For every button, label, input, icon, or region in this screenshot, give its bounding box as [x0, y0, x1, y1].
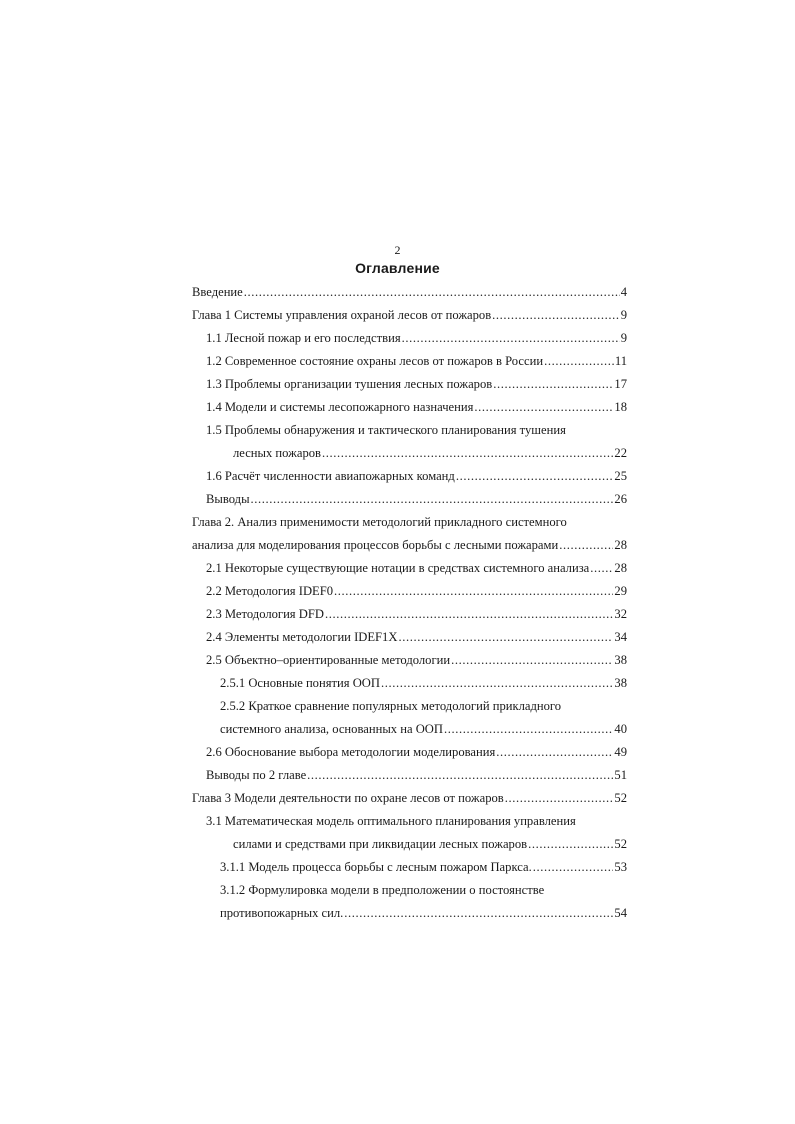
toc-entry-label: Выводы по 2 главе [206, 768, 307, 782]
toc-entry-conclusions-1 [206, 491, 627, 507]
toc-entry-3-1-line1: 3.1 Математическая модель оптимального планирования управления [206, 814, 576, 828]
toc-entry-page: 40 [614, 722, 627, 736]
toc-entry-label: силами и средствами при ликвидации лесных пожаров [233, 837, 528, 851]
toc-entry-chapter-2 [192, 537, 627, 553]
toc-entry-label: 2.2 Методология IDEF0 [206, 584, 334, 598]
toc-leader [492, 307, 620, 323]
toc-leader [533, 859, 614, 875]
toc-entry-page: 34 [614, 630, 627, 644]
toc-entry-page: 22 [614, 446, 627, 460]
toc-leader [402, 330, 620, 346]
toc-entry-page: 28 [614, 538, 627, 552]
toc-entry-label: 2.1 Некоторые существующие нотации в средствах системного анализа [206, 561, 590, 575]
toc-entry-page: 52 [614, 837, 627, 851]
toc-leader [381, 675, 613, 691]
toc-entry-chapter-2-line1: Глава 2. Анализ применимости методологий прикладного системного [192, 515, 567, 529]
page-number: 2 [394, 243, 401, 257]
toc-entry-page: 32 [614, 607, 627, 621]
toc-entry-2-5 [206, 652, 627, 668]
toc-entry-page: 26 [614, 492, 627, 506]
toc-entry-1-6 [206, 468, 627, 484]
toc-entry-2-4 [206, 629, 627, 645]
toc-entry-page: 52 [614, 791, 627, 805]
toc-leader [528, 836, 613, 852]
toc-entry-label: 2.6 Обоснование выбора методологии моделирования [206, 745, 496, 759]
toc-entry-1-3 [206, 376, 627, 392]
toc-entry-page: 18 [614, 400, 627, 414]
toc-entry-introduction [192, 284, 627, 300]
toc-leader [493, 376, 613, 392]
toc-entry-label: 3.1.1 Модель процесса борьбы с лесным пожаром Паркса. [220, 860, 532, 874]
toc-entry-3-1 [233, 836, 627, 852]
toc-entry-label: 2.5 Объектно–ориентированные методологии [206, 653, 451, 667]
toc-entry-2-6 [206, 744, 627, 760]
toc-entry-1-5-line1: 1.5 Проблемы обнаружения и тактического планирования тушения [206, 423, 566, 437]
toc-entry-page: 17 [614, 377, 627, 391]
toc-leader [244, 284, 620, 300]
toc-leader [451, 652, 613, 668]
toc-leader [334, 583, 613, 599]
toc-entry-conclusions-2 [206, 767, 627, 783]
toc-leader [398, 629, 613, 645]
toc-leader [456, 468, 614, 484]
toc-entry-3-1-2 [220, 905, 627, 921]
toc-entry-1-1 [206, 330, 627, 346]
toc-entry-page: 25 [614, 469, 627, 483]
toc-entry-label: Выводы [206, 492, 250, 506]
toc-entry-page: 38 [614, 676, 627, 690]
toc-entry-2-1 [206, 560, 627, 576]
toc-entry-page: 53 [614, 860, 627, 874]
toc-entry-label: противопожарных сил. [220, 906, 344, 920]
toc-entry-2-5-1 [220, 675, 627, 691]
toc-entry-label: 1.4 Модели и системы лесопожарного назначения [206, 400, 474, 414]
toc-entry-3-1-1 [220, 859, 627, 875]
toc-entry-chapter-1 [192, 307, 627, 323]
toc-entry-page: 11 [614, 354, 627, 368]
toc-entry-page: 4 [620, 285, 627, 299]
toc-leader [444, 721, 613, 737]
toc-entry-label: Глава 3 Модели деятельности по охране лесов от пожаров [192, 791, 504, 805]
toc-leader [505, 790, 614, 806]
toc-entry-label: лесных пожаров [233, 446, 321, 460]
toc-entry-page: 29 [614, 584, 627, 598]
toc-leader [496, 744, 613, 760]
toc-entry-3-1-2-line1: 3.1.2 Формулировка модели в предположении о постоянстве [220, 883, 545, 897]
toc-entry-2-5-2 [220, 721, 627, 737]
toc-leader [251, 491, 614, 507]
toc-entry-label: Глава 1 Системы управления охраной лесов от пожаров [192, 308, 492, 322]
toc-entry-page: 51 [614, 768, 627, 782]
toc-entry-1-5 [233, 445, 627, 461]
toc-entry-page: 49 [614, 745, 627, 759]
toc-leader [544, 353, 614, 369]
toc-leader [325, 606, 613, 622]
toc-entry-label: 1.2 Современное состояние охраны лесов от пожаров в России [206, 354, 544, 368]
toc-entry-page: 38 [614, 653, 627, 667]
toc-entry-2-2 [206, 583, 627, 599]
toc-entry-label: 2.3 Методология DFD [206, 607, 324, 621]
toc-entry-label: 1.6 Расчёт численности авиапожарных команд [206, 469, 455, 483]
toc-entry-1-2 [206, 353, 627, 369]
toc-entry-page: 28 [614, 561, 627, 575]
toc-leader [344, 905, 613, 921]
toc-entry-1-4 [206, 399, 627, 415]
toc-leader [474, 399, 613, 415]
toc-title: Оглавление [355, 260, 440, 276]
toc-leader [559, 537, 613, 553]
toc-leader [590, 560, 613, 576]
toc-entry-label: 2.5.1 Основные понятия ООП [220, 676, 380, 690]
toc-leader [307, 767, 613, 783]
toc-entry-label: анализа для моделирования процессов борьбы с лесными пожарами [192, 538, 559, 552]
toc-entry-page: 9 [620, 331, 627, 345]
toc-entry-label: 1.3 Проблемы организации тушения лесных пожаров [206, 377, 493, 391]
toc-entry-label: 1.1 Лесной пожар и его последствия [206, 331, 401, 345]
toc-entry-label: системного анализа, основанных на ООП [220, 722, 443, 736]
toc-entry-2-3 [206, 606, 627, 622]
toc-entry-2-5-2-line1: 2.5.2 Краткое сравнение популярных методологий прикладного [220, 699, 562, 713]
toc-entry-label: Введение [192, 285, 243, 299]
toc-entry-page: 9 [620, 308, 627, 322]
toc-entry-label: 2.4 Элементы методологии IDEF1X [206, 630, 398, 644]
toc-entry-page: 54 [614, 906, 627, 920]
toc-entry-chapter-3 [192, 790, 627, 806]
toc-leader [322, 445, 613, 461]
